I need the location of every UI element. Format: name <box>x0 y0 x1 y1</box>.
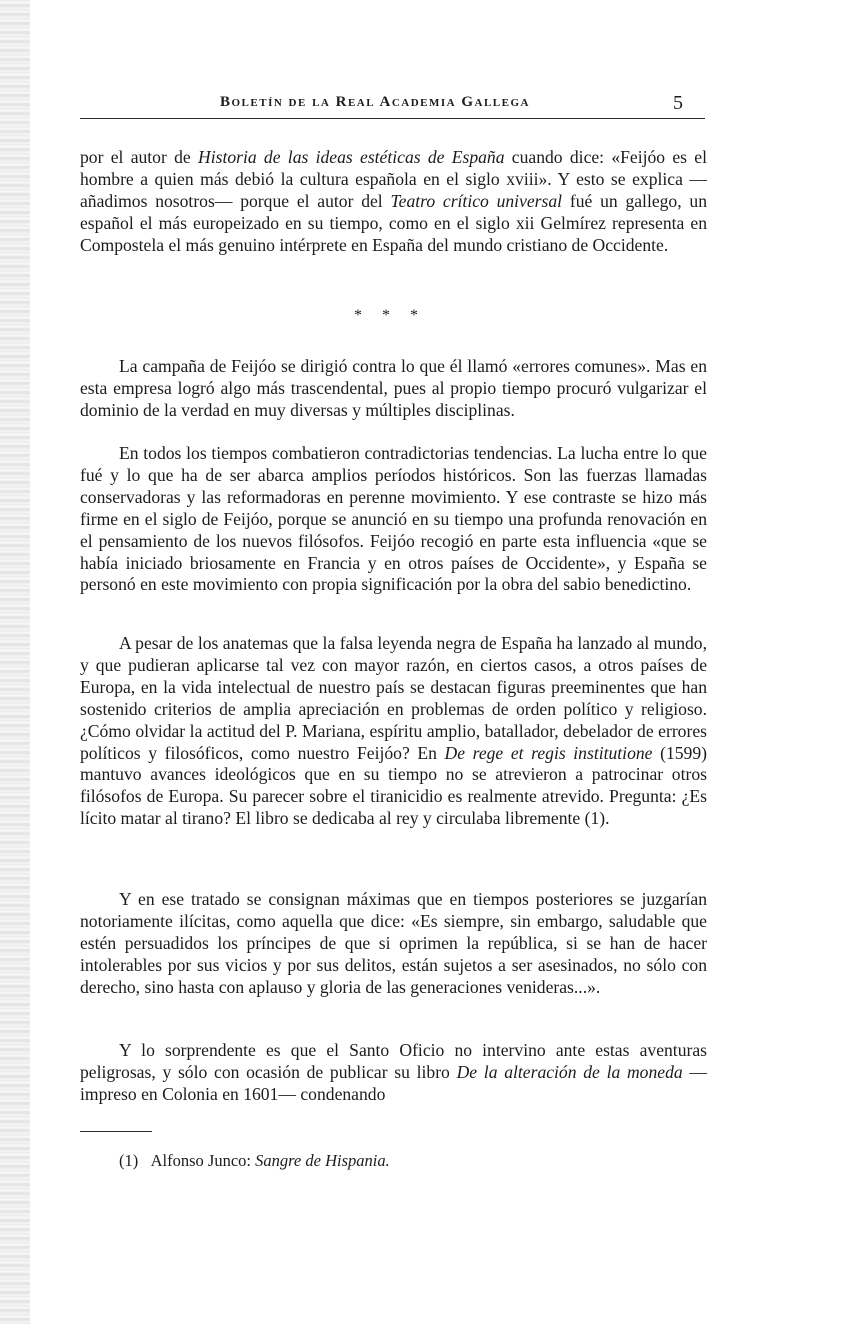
section-separator: * * * <box>354 307 426 324</box>
running-title: Boletín de la Real Academia Gallega <box>220 94 530 110</box>
book-title-historia: Historia de las ideas estéticas de España <box>198 147 505 167</box>
footnote <box>119 1151 390 1171</box>
paragraph-5: Y en ese tratado se consignan máximas que en tiempos posteriores se juzgarían notoriamente ilícitas, como aquella que dice: «Es siempre, sin embargo, saludable que estén persuadidos los príncipes de que si oprimen la república, si se han de hacer intolerables por sus vicios y por sus delitos, están sujetos a ser asesinados, no sólo con derecho, sino hasta con aplauso y gloria de las generaciones venideras...». <box>80 889 707 997</box>
footnote-rule <box>80 1131 152 1132</box>
paragraph-1: por el autor de Historia de las ideas estéticas de España cuando dice: «Feijóo es el hombre a quien más debió la cultura española en el siglo xviii». Y esto se explica — añadimos nosotros— porque el autor del Teatro crítico universal fué un gallego, un español el más europeizado en su tiempo, como en el siglo xii Gelmírez representa en Compostela el más genuino intérprete en España del mundo cristiano de Occidente. <box>80 147 707 255</box>
paragraph-3: En todos los tiempos combatieron contradictorias tendencias. La lucha entre lo que fué y lo que ha de ser abarca amplios períodos históricos. Son las fuerzas llamadas conservadoras y las reformadoras en perenne movimiento. Y ese contraste se hizo más firme en el siglo de Feijóo, porque se anunció en su tiempo una profunda renovación en el pensamiento de los nuevos filósofos. Feijóo recogió en parte esta influencia «que se había iniciado briosamente en Francia y en otros países de Occidente», y España se personó en este movimiento con propia significación por la obra del sabio benedictino. <box>80 443 707 595</box>
footnote-marker: (1) <box>119 1151 139 1170</box>
page-header <box>80 94 705 119</box>
footnote-title: Sangre de Hispania. <box>255 1151 390 1170</box>
book-title-teatro: Teatro crítico universal <box>390 190 563 211</box>
footnote-author: Alfonso Junco: <box>150 1151 256 1170</box>
scan-binding-edge <box>0 0 30 1324</box>
book-title-de-rege: De rege et regis institutione <box>444 742 653 763</box>
paragraph-2: La campaña de Feijóo se dirigió contra lo que él llamó «errores comunes». Mas en esta empresa logró algo más trascendental, pues al propio tiempo procuró vulgarizar el dominio de la verdad en muy diversas y múltiples disciplinas. <box>80 356 707 420</box>
paragraph-4: A pesar de los anatemas que la falsa leyenda negra de España ha lanzado al mundo, y que pudieran aplicarse tal vez con mayor razón, en ciertos casos, a otros países de Europa, en la vida intelectual de nuestro país se destacan figuras preeminentes que han sostenido criterios de amplia apreciación en problemas de orden político y religioso. ¿Cómo olvidar la actitud del P. Mariana, espíritu amplio, batallador, debelador de errores políticos y filosóficos, como nuestro Feijóo? En De rege et regis institutione (1599) mantuvo avances ideológicos que en su tiempo no se atrevieron a patrocinar otros filósofos de Europa. Su parecer sobre el tiranicidio es realmente atrevido. Pregunta: ¿Es lícito matar al tirano? El libro se dedicaba al rey y circulaba libremente (1). <box>80 633 707 829</box>
book-title-alteracion: De la alteración de la moneda <box>456 1061 683 1082</box>
page-number: 5 <box>673 92 683 114</box>
paragraph-6: Y lo sorprendente es que el Santo Oficio no intervino ante estas aventuras peligrosas, y sólo con ocasión de publicar su libro De la alteración de la moneda —impreso en Colonia en 1601— condenando <box>80 1040 707 1104</box>
